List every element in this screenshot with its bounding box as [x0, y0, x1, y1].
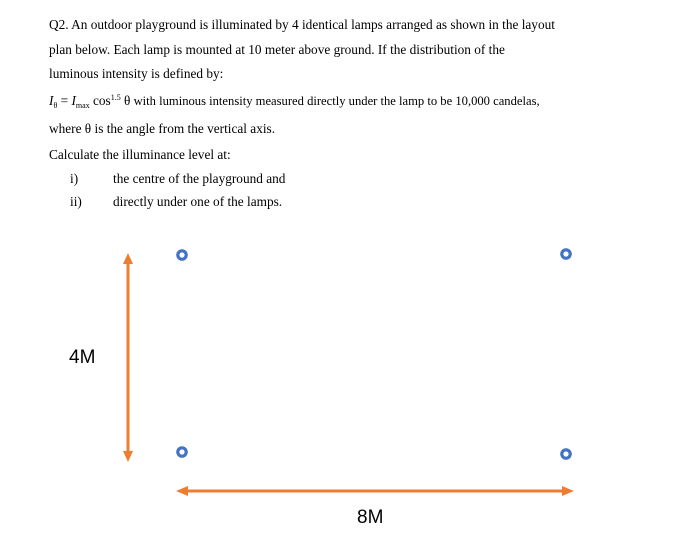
- item-number-1: i): [70, 171, 79, 186]
- formula-imax-symbol: I: [71, 93, 76, 108]
- item-number-2: ii): [70, 194, 82, 209]
- lamp-icon-top-left: [178, 251, 186, 259]
- question-line-1: Q2. An outdoor playground is illuminated by 4 identical lamps arranged as shown in the layout: [49, 17, 555, 32]
- formula-intensity-symbol: I: [49, 93, 54, 108]
- question-line-2: plan below. Each lamp is mounted at 10 meter above ground. If the distribution of the: [49, 42, 505, 57]
- lamp-icon-bottom-left: [178, 448, 186, 456]
- question-line-3: luminous intensity is defined by:: [49, 66, 224, 81]
- vertical-dimension-label: 4M: [69, 347, 96, 368]
- item-text-2: directly under one of the lamps.: [113, 194, 283, 209]
- vertical-dimension-arrow: [123, 253, 133, 462]
- question-line-6: Calculate the illuminance level at:: [49, 147, 231, 162]
- formula-description: with luminous intensity measured directly under the lamp to be 10,000 candelas,: [130, 94, 540, 108]
- item-text-1: the centre of the playground and: [113, 171, 286, 186]
- formula-cos: cos: [89, 93, 111, 108]
- formula-max-subscript: max: [75, 101, 90, 110]
- lamp-icon-bottom-right: [562, 450, 570, 458]
- question-line-5: where θ is the angle from the vertical axis.: [49, 121, 276, 136]
- horizontal-dimension-arrow: [176, 486, 574, 496]
- formula-theta-subscript: θ: [53, 101, 58, 110]
- horizontal-dimension-label: 8M: [357, 507, 384, 528]
- formula-exponent: 1.5: [110, 93, 121, 102]
- formula-theta: θ: [120, 93, 131, 108]
- formula-equals: =: [57, 93, 72, 108]
- lamp-icon-top-right: [562, 250, 570, 258]
